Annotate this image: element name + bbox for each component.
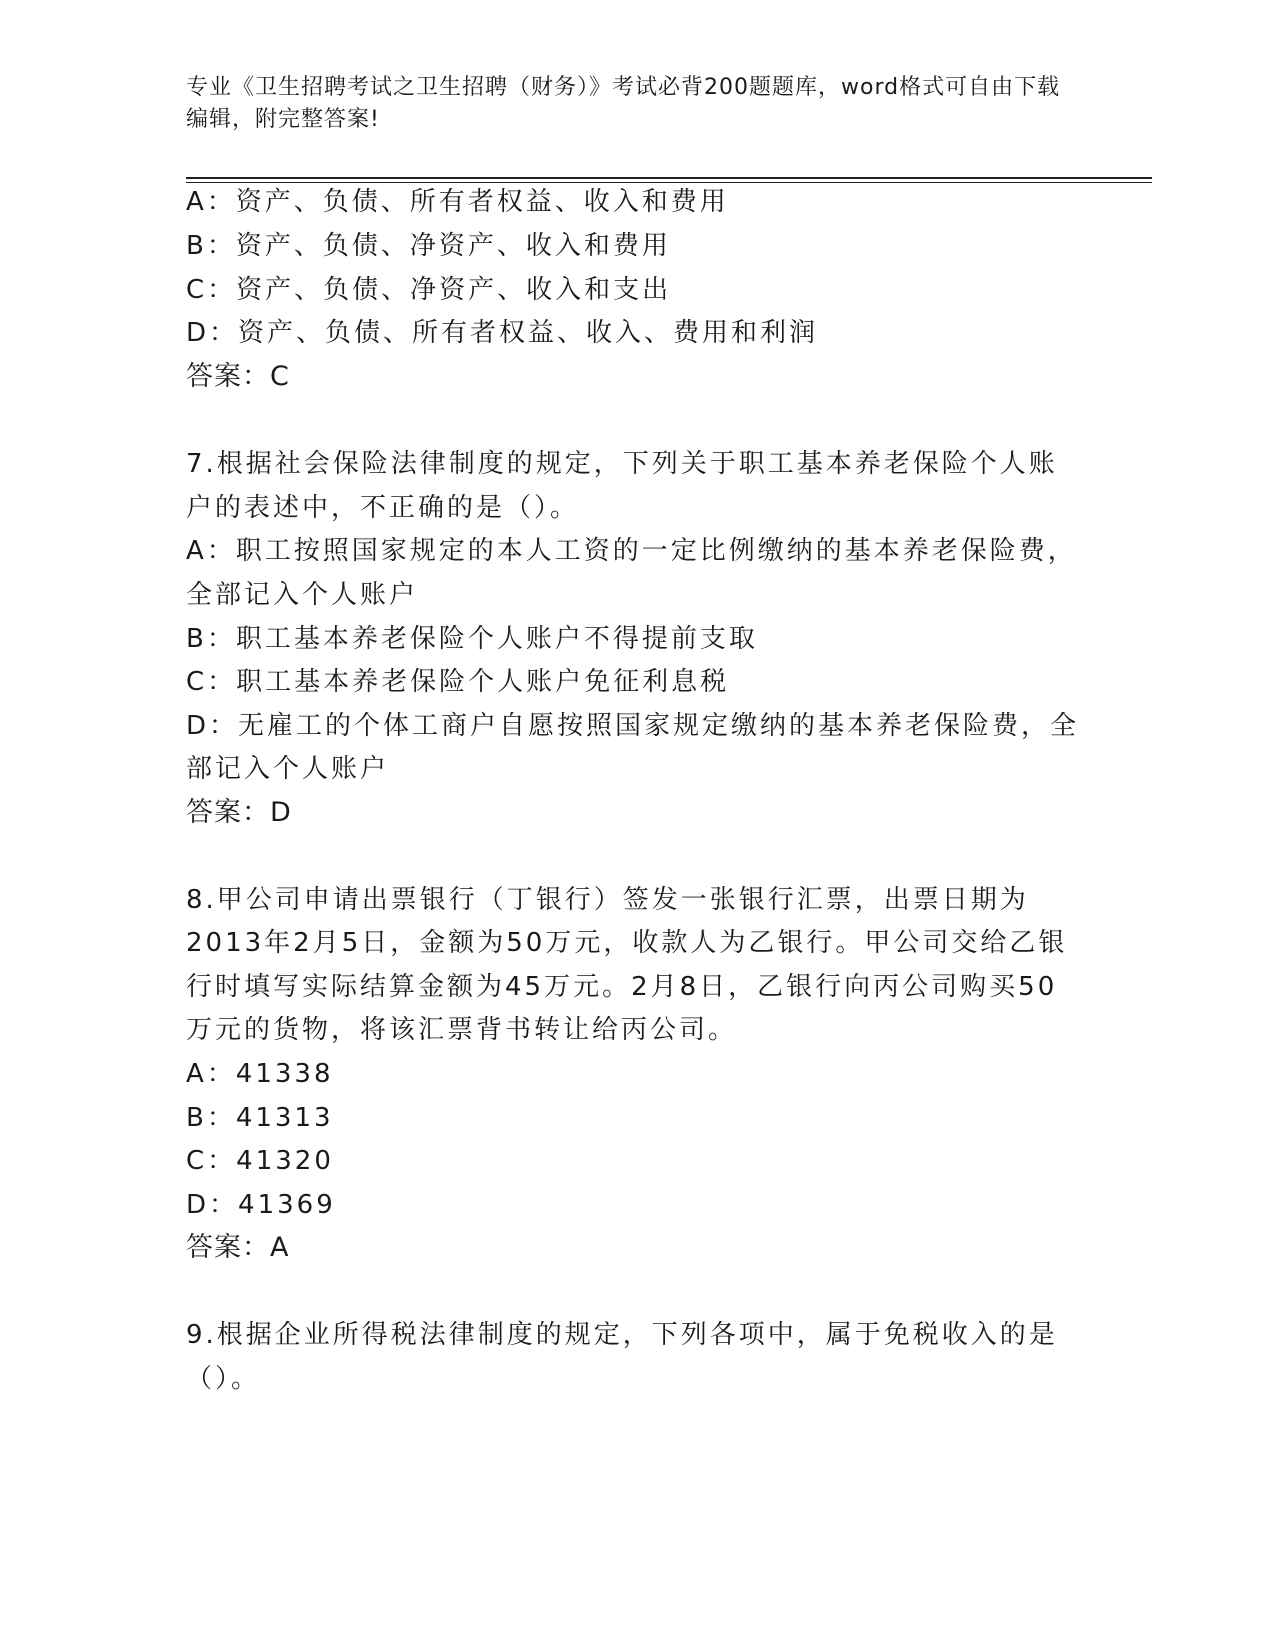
q7-stem-line-2: 户的表述中，不正确的是（）。 — [186, 493, 580, 523]
q6-option-c: C：资产、负债、净资产、收入和支出 — [186, 275, 672, 305]
q8-answer: 答案：A — [186, 1232, 290, 1263]
q7-option-a-cont: 全部记入个人账户 — [186, 580, 419, 610]
q8-option-b: B：41313 — [186, 1103, 334, 1133]
q8-option-d: D：41369 — [186, 1190, 336, 1220]
q7-option-d: D：无雇工的个体工商户自愿按照国家规定缴纳的基本养老保险费，全 — [186, 711, 1080, 741]
q7-option-a: A：职工按照国家规定的本人工资的一定比例缴纳的基本养老保险费， — [186, 536, 1077, 566]
q6-option-d: D：资产、负债、所有者权益、收入、费用和利润 — [186, 318, 819, 348]
q7-option-d-cont: 部记入个人账户 — [186, 754, 390, 784]
q8-stem-line-3: 行时填写实际结算金额为45万元。2月8日，乙银行向丙公司购买50 — [186, 972, 1058, 1002]
q9-stem-line-1: 9.根据企业所得税法律制度的规定，下列各项中，属于免税收入的是 — [186, 1320, 1058, 1350]
document-header: 专业《卫生招聘考试之卫生招聘（财务）》考试必背200题题库，word格式可自由下载编辑，附完整答案! — [186, 75, 1061, 132]
q9-stem-line-2: （）。 — [186, 1364, 261, 1394]
q6-answer: 答案：C — [186, 361, 290, 392]
q8-stem-line-1: 8.甲公司申请出票银行（丁银行）签发一张银行汇票，出票日期为 — [186, 885, 1029, 915]
q8-option-a: A：41338 — [186, 1059, 334, 1089]
q7-answer: 答案：D — [186, 797, 292, 828]
q7-stem-line-1: 7.根据社会保险法律制度的规定，下列关于职工基本养老保险个人账 — [186, 449, 1058, 479]
q6-option-a: A：资产、负债、所有者权益、收入和费用 — [186, 187, 729, 217]
q8-stem-line-4: 万元的货物，将该汇票背书转让给丙公司。 — [186, 1015, 738, 1045]
q7-option-b: B：职工基本养老保险个人账户不得提前支取 — [186, 624, 758, 654]
q8-stem-line-2: 2013年2月5日，金额为50万元，收款人为乙银行。甲公司交给乙银 — [186, 928, 1068, 958]
q8-option-c: C：41320 — [186, 1146, 334, 1176]
q7-option-c: C：职工基本养老保险个人账户免征利息税 — [186, 667, 730, 697]
q6-option-b: B：资产、负债、净资产、收入和费用 — [186, 231, 671, 261]
